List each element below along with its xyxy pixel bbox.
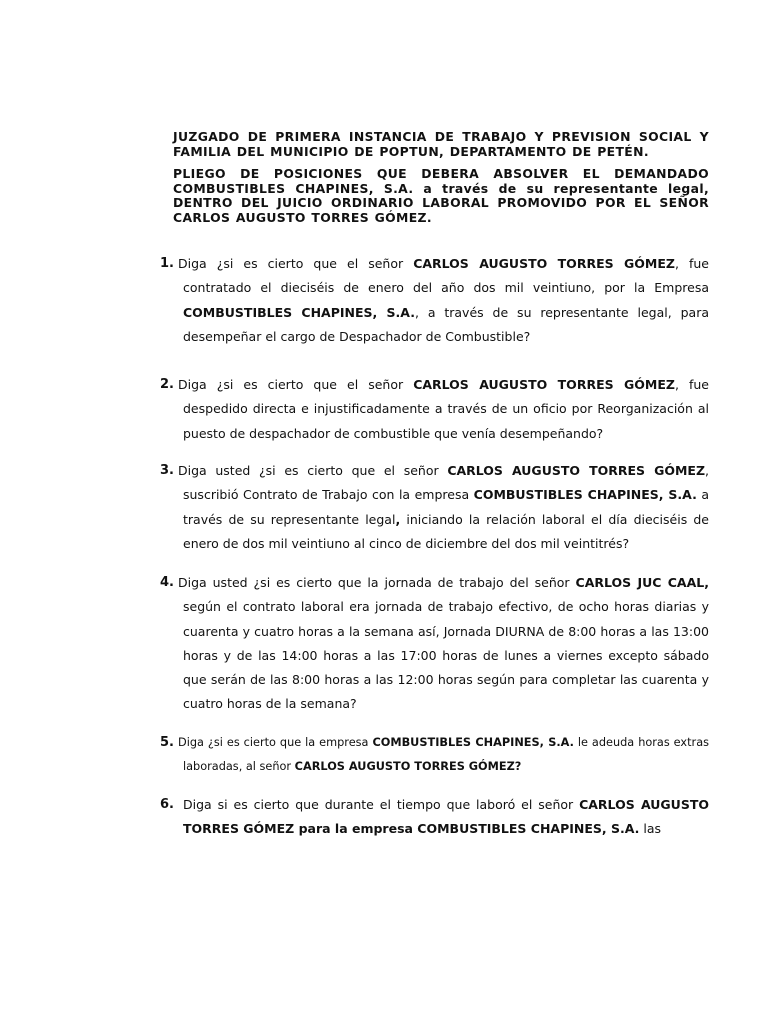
question-number: 5. — [160, 735, 174, 750]
bold-text: CARLOS AUGUSTO TORRES GÓMEZ — [413, 377, 675, 392]
pliego-heading: PLIEGO DE POSICIONES QUE DEBERA ABSOLVER EL DEMANDADO COMBUSTIBLES CHAPINES, S.A. a través de su representante legal, DENTRO DEL JUICIO ORDINARIO LABORAL PROMOVIDO POR EL SEÑOR CARLOS AUGUSTO TORRES GÓMEZ. — [173, 166, 709, 225]
text-run: a través de su representante legal — [183, 487, 709, 527]
text-run: , fue contratado el dieciséis de enero del año dos mil veintiuno, por la Empresa — [183, 256, 710, 296]
bold-text: COMBUSTIBLES CHAPINES, S.A. — [473, 487, 697, 503]
question-text — [178, 373, 710, 446]
bold-text: CARLOS JUC CAAL, — [575, 575, 709, 590]
question-number: 2. — [160, 377, 174, 392]
text-run: , fue despedido directa e injustificadamente a través de un oficio por Reorganización al puesto de despachador de combustible que venía desempeñando? — [183, 377, 710, 441]
question-6 — [160, 793, 709, 842]
question-text — [178, 731, 709, 780]
question-text — [178, 571, 709, 717]
text-run: según el contrato laboral era jornada de trabajo efectivo, de ocho horas diarias y cuarenta y cuatro horas a la semana así, Jornada DIURNA de 8:00 horas a las 13:00 horas y de las 14:00 horas a las 17:00 horas de lunes a viernes excepto sábado que serán de las 8:00 horas a las 12:00 horas según para completar las cuarenta y cuatro horas de la semana? — [183, 599, 709, 712]
question-text — [178, 459, 709, 556]
bold-text: CARLOS AUGUSTO TORRES GÓMEZ para la empresa COMBUSTIBLES CHAPINES, S.A. — [183, 797, 709, 837]
question-number: 1. — [160, 256, 174, 271]
bold-text: CARLOS AUGUSTO TORRES GÓMEZ — [413, 256, 675, 271]
question-3 — [160, 459, 709, 556]
question-number: 4. — [160, 575, 174, 590]
text-run: Diga ¿si es cierto que el señor — [178, 377, 414, 392]
bold-text: COMBUSTIBLES CHAPINES, S.A. — [183, 304, 415, 320]
text-run: , suscribió Contrato de Trabajo con la empresa — [183, 463, 709, 503]
text-run: Diga ¿si es cierto que la empresa — [178, 736, 373, 749]
bold-text: CARLOS AUGUSTO TORRES GÓMEZ? — [294, 760, 522, 774]
question-text — [178, 252, 710, 349]
bold-text: COMBUSTIBLES CHAPINES, S.A. — [372, 736, 574, 749]
text-run: Diga usted ¿si es cierto que el señor — [178, 463, 448, 478]
question-1 — [160, 252, 709, 349]
text-run: , a través de su representante legal, para desempeñar el cargo de Despachador de Combustible? — [183, 304, 709, 344]
question-number: 6. — [160, 797, 174, 812]
text-run: iniciando la relación laboral el día dieciséis de enero de dos mil veintiuno al cinco de diciembre del dos mil veintitrés? — [183, 511, 709, 551]
text-run: Diga ¿si es cierto que el señor — [178, 256, 414, 271]
question-text — [183, 793, 709, 842]
bold-text: CARLOS AUGUSTO TORRES GÓMEZ — [447, 463, 706, 478]
question-4 — [160, 571, 709, 717]
question-5 — [160, 731, 709, 780]
text-run: Diga usted ¿si es cierto que la jornada de trabajo del señor — [178, 575, 576, 590]
text-run: le adeuda horas extras laboradas, al señor — [183, 736, 709, 774]
question-number: 3. — [160, 463, 174, 478]
question-2 — [160, 373, 709, 446]
court-heading: JUZGADO DE PRIMERA INSTANCIA DE TRABAJO Y PREVISION SOCIAL Y FAMILIA DEL MUNICIPIO DE POPTUN, DEPARTAMENTO DE PETÉN. — [173, 129, 709, 159]
bold-text: , — [395, 511, 401, 527]
text-run: las — [639, 821, 662, 837]
text-run: Diga si es cierto que durante el tiempo que laboró el señor — [183, 797, 580, 812]
